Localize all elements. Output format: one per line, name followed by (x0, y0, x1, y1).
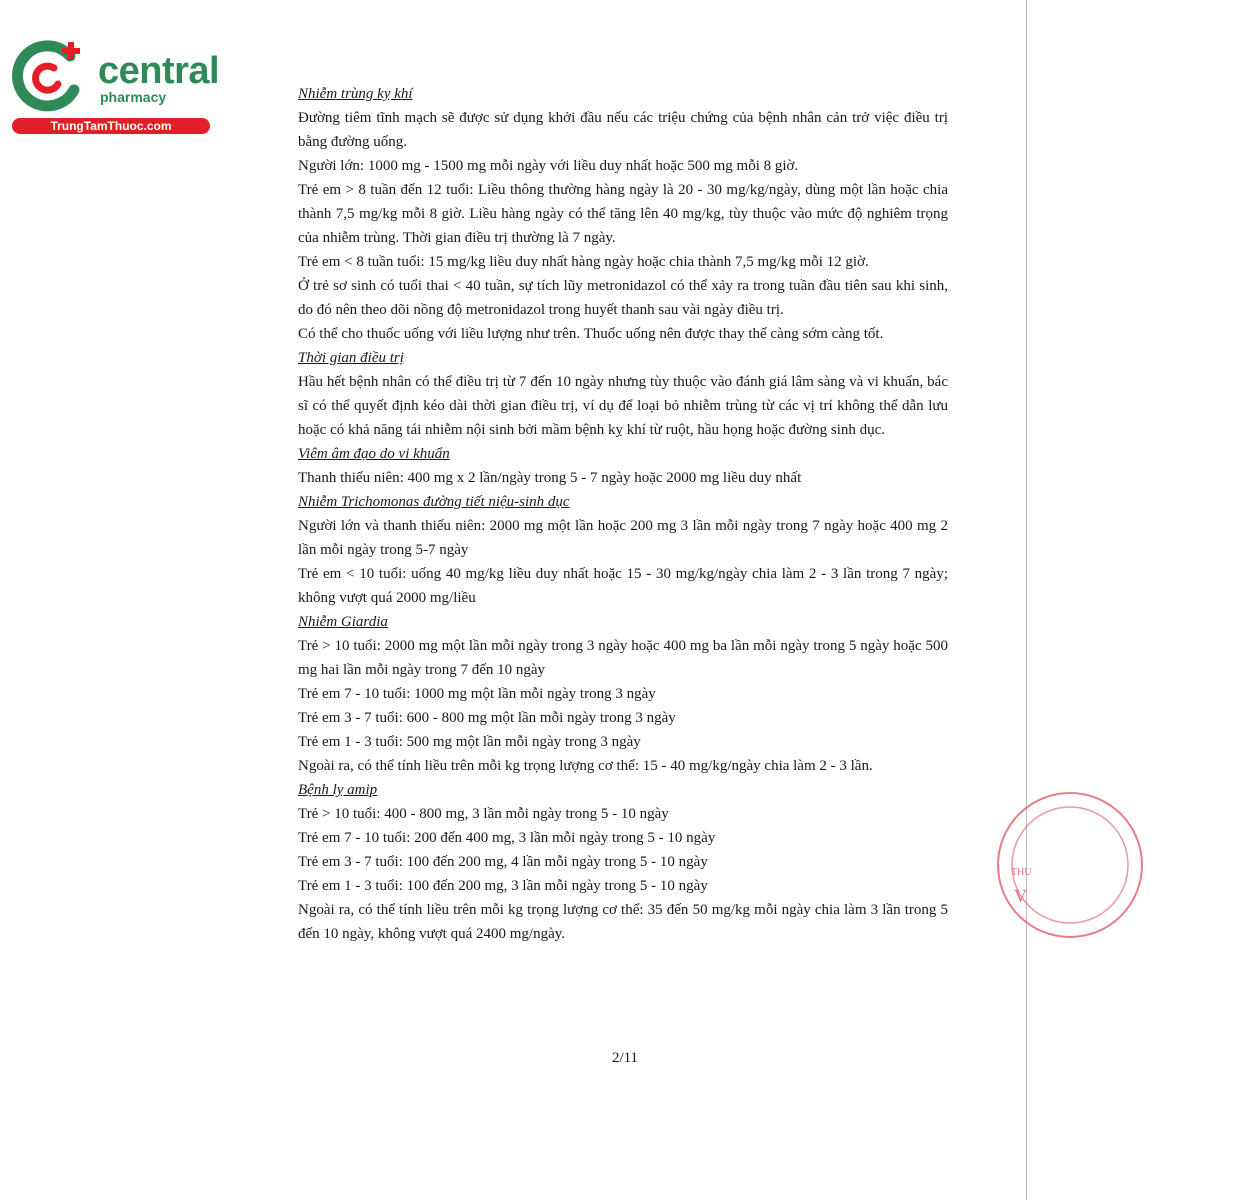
section-paragraph: Trẻ em 3 - 7 tuổi: 100 đến 200 mg, 4 lần mỗi ngày trong 5 - 10 ngày (298, 854, 708, 870)
section-heading: Nhiễm Giardia (298, 614, 388, 630)
red-seal-stamp (990, 790, 1032, 950)
section-heading: Viêm âm đạo do vi khuẩn (298, 446, 450, 462)
section-heading: Bệnh lỵ amip (298, 782, 378, 798)
logo-subtitle: pharmacy (100, 89, 167, 105)
section-paragraph: Trẻ > 10 tuổi: 2000 mg một lần mỗi ngày trong 3 ngày hoặc 400 mg ba lần mỗi ngày trong 5 ngày hoặc 500 mg hai lần mỗi ngày trong 7 đến 10 ngày (298, 638, 948, 678)
section-paragraph: Có thể cho thuốc uống với liều lượng như trên. Thuốc uống nên được thay thế càng sớm càng tốt. (298, 326, 884, 342)
page-number: 2/11 (611, 1050, 639, 1066)
section-paragraph: Trẻ em > 8 tuần đến 12 tuổi: Liều thông thường hàng ngày là 20 - 30 mg/kg/ngày, dùng một lần hoặc chia thành 7,5 mg/kg mỗi 8 giờ. Liều hàng ngày có thể tăng lên 40 mg/kg, tùy thuộc vào mức độ nghiêm trọng của nhiễm trùng. Thời gian điều trị thường là 7 ngày. (298, 182, 948, 246)
section-heading: Thời gian điều trị (298, 350, 404, 366)
section-paragraph: Người lớn và thanh thiếu niên: 2000 mg một lần hoặc 200 mg 3 lần mỗi ngày trong 7 ngày hoặc 400 mg 2 lần mỗi ngày trong 5-7 ngày (298, 518, 948, 558)
section-paragraph: Trẻ em 7 - 10 tuổi: 200 đến 400 mg, 3 lần mỗi ngày trong 5 - 10 ngày (298, 830, 716, 846)
logo-badge: TrungTamThuoc.com (12, 118, 210, 134)
section-paragraph: Trẻ em 3 - 7 tuổi: 600 - 800 mg một lần mỗi ngày trong 3 ngày (298, 710, 676, 726)
section-paragraph: Ngoài ra, có thể tính liều trên mỗi kg trọng lượng cơ thể: 35 đến 50 mg/kg mỗi ngày chia làm 3 lần trong 5 đến 10 ngày, không vượt quá 2400 mg/ngày. (298, 902, 948, 942)
section-paragraph: Hầu hết bệnh nhân có thể điều trị từ 7 đến 10 ngày nhưng tùy thuộc vào đánh giá lâm sàng và vi khuẩn, bác sĩ có thể quyết định kéo dài thời gian điều trị, ví dụ để loại bỏ nhiễm trùng từ các vị trí không thể dẫn lưu hoặc có khả năng tái nhiễm nội sinh bởi mầm bệnh kỵ khí từ ruột, hầu họng hoặc đường sinh dục. (298, 374, 948, 438)
section-paragraph: Thanh thiếu niên: 400 mg x 2 lần/ngày trong 5 - 7 ngày hoặc 2000 mg liều duy nhất (298, 470, 802, 486)
pharmacy-logo-icon (10, 38, 94, 114)
section-paragraph: Trẻ em < 8 tuần tuổi: 15 mg/kg liều duy nhất hàng ngày hoặc chia thành 7,5 mg/kg mỗi 12 giờ. (298, 254, 869, 270)
central-pharmacy-logo (10, 38, 220, 138)
document-body (298, 82, 948, 946)
section-paragraph: Trẻ em 1 - 3 tuổi: 500 mg một lần mỗi ngày trong 3 ngày (298, 734, 641, 750)
section-paragraph: Người lớn: 1000 mg - 1500 mg mỗi ngày với liều duy nhất hoặc 500 mg mỗi 8 giờ. (298, 158, 799, 174)
section-paragraph: Trẻ em 1 - 3 tuổi: 100 đến 200 mg, 3 lần mỗi ngày trong 5 - 10 ngày (298, 878, 708, 894)
section-paragraph: Trẻ em 7 - 10 tuổi: 1000 mg một lần mỗi ngày trong 3 ngày (298, 686, 656, 702)
section-heading: Nhiễm trùng kỵ khí (298, 86, 413, 102)
svg-text:V: V (1014, 886, 1027, 906)
page-margin-line (1026, 0, 1027, 1200)
section-heading: Nhiễm Trichomonas đường tiết niệu-sinh dục (298, 494, 570, 510)
svg-text:THU: THU (1011, 867, 1032, 878)
section-paragraph: Trẻ > 10 tuổi: 400 - 800 mg, 3 lần mỗi ngày trong 5 - 10 ngày (298, 806, 669, 822)
section-paragraph: Đường tiêm tĩnh mạch sẽ được sử dụng khởi đầu nếu các triệu chứng của bệnh nhân cản trở việc điều trị bằng đường uống. (298, 110, 948, 150)
logo-name: central (98, 50, 220, 92)
section-paragraph: Ngoài ra, có thể tính liều trên mỗi kg trọng lượng cơ thể: 15 - 40 mg/kg/ngày chia làm 2 - 3 lần. (298, 758, 873, 774)
section-paragraph: Ở trẻ sơ sinh có tuổi thai < 40 tuần, sự tích lũy metronidazol có thể xảy ra trong tuần đầu tiên sau khi sinh, do đó nên theo dõi nồng độ metronidazol trong huyết thanh sau vài ngày điều trị. (298, 278, 948, 318)
section-paragraph: Trẻ em < 10 tuổi: uống 40 mg/kg liều duy nhất hoặc 15 - 30 mg/kg/ngày chia làm 2 - 3 lần trong 7 ngày; không vượt quá 2000 mg/liều (298, 566, 948, 606)
